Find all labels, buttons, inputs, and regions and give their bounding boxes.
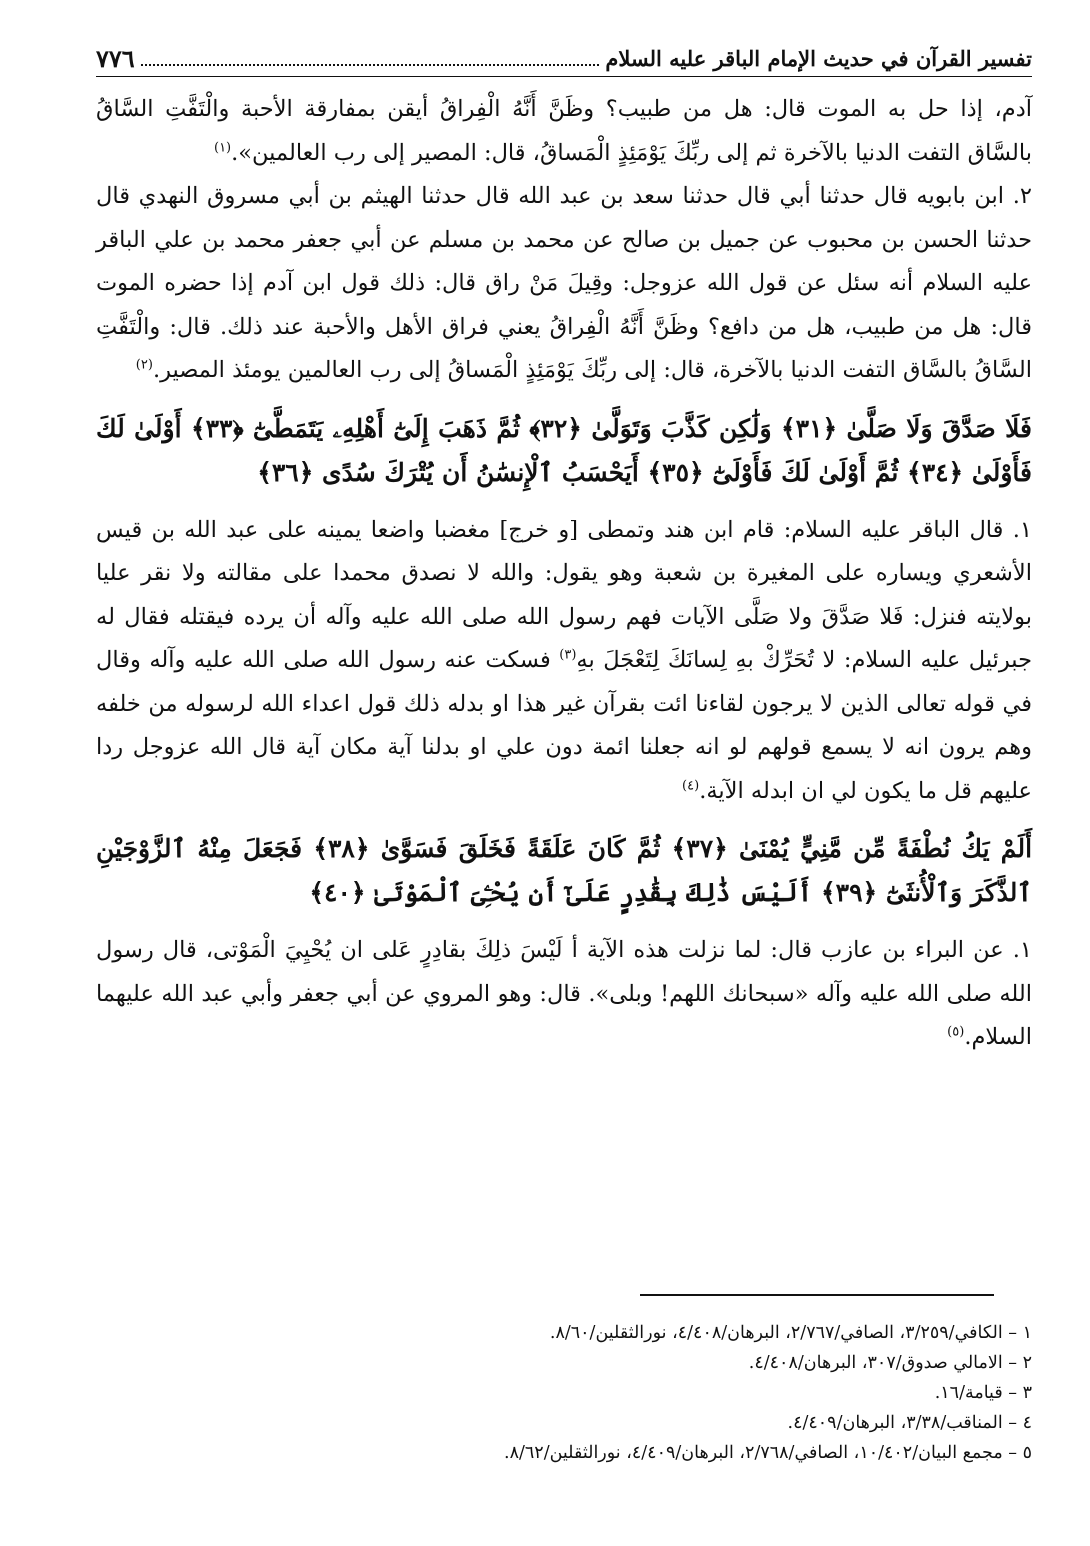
footnote-5: ٥ – مجمع البيان/١٠/٤٠٢، الصافي/٢/٧٦٨، البرهان/٤/٤٠٩، نورالثقلين/٨/٦٢. — [504, 1443, 1032, 1463]
footnote-3: ٣ – قيامة/١٦. — [934, 1383, 1032, 1403]
page-header — [96, 40, 1032, 77]
paragraph-1-text: آدم، إذا حل به الموت قال: هل من طبيب؟ وظَنَّ أَنَّهُ الْفِراقُ أيقن بمفارقة الأحبة والْتَفَّتِ السَّاقُ بالسَّاق التفت الدنيا بالآخرة ثم إلى ربِّكَ يَوْمَئِذٍ الْمَساقُ، قال: المصير إلى رب العالمين». — [96, 96, 1032, 166]
footnote-ref-4: (٤) — [682, 778, 700, 793]
paragraph-1 — [96, 88, 1032, 175]
paragraph-3-text: ١. قال الباقر عليه السلام: قام ابن هند وتمطى [و خرج] مغضبا واضعا يمينه على عبد الله بن قيس الأشعري ويساره على المغيرة بن شعبة وهو يقول: والله لا نصدق محمدا على مقالته ولا نقر عليا بولايته فنزل: فَلا صَدَّقَ ولا صَلَّى الآيات فهم رسول الله صلى الله عليه وآله أن يرده فيقتله فقال له جبرئيل عليه السلام: لا تُحَرِّكْ بهِ لِسانَكَ لِتَعْجَلَ بهِ — [96, 516, 1032, 673]
footnote-2: ٢ – الامالي صدوق/٣٠٧، البرهان/٤/٤٠٨. — [748, 1353, 1032, 1373]
footnote-separator — [640, 1294, 994, 1296]
paragraph-2 — [96, 175, 1032, 393]
main-text — [96, 88, 1032, 1060]
footnotes — [272, 1318, 1032, 1468]
paragraph-2-text: ٢. ابن بابويه قال حدثنا أبي قال حدثنا سعد بن عبد الله قال حدثنا الهيثم بن أبي مسروق النهدي قال حدثنا الحسن بن محبوب عن جميل بن صالح عن محمد بن مسلم عن أبي جعفر محمد بن علي الباقر عليه السلام أنه سئل عن قول الله عزوجل: وقِيلَ مَنْ راق قال: ذلك قول ابن آدم إذا حضره الموت قال: هل من طبيب، هل من دافع؟ وظَنَّ أَنَّهُ الْفِراقُ يعني فراق الأهل والأحبة عند ذلك. قال: والْتَفَّتِ السَّاقُ بالسَّاق التفت الدنيا بالآخرة، قال: إلى ربِّكَ يَوْمَئِذٍ الْمَساقُ إلى رب العالمين يومئذ المصير. — [96, 183, 1032, 383]
footnote-1: ١ – الكافي/٣/٢٥٩، الصافي/٢/٧٦٧، البرهان/٤/٤٠٨، نورالثقلين/٨/٦٠. — [549, 1323, 1032, 1343]
footnote-ref-3: (٣) — [559, 647, 577, 663]
footnote-ref-1: (١) — [213, 140, 232, 155]
page-number: ٧٧٦ — [96, 43, 135, 73]
paragraph-4 — [96, 929, 1032, 1060]
footnote-ref-2: (٢) — [135, 357, 153, 373]
paragraph-3-text-continued: فسكت عنه رسول الله صلى الله عليه وآله وقال في قوله تعالى الذين لا يرجون لقاءنا ائت بقرآن غير هذا او بدله ذلك قول اعداء الله لرسوله من خلفه وهم يرون انه لا يسمع قولهم لو انه جعلنا ائمة دون علي او بدلنا آية مكان آية قال الله عزوجل ردا عليهم قل ما يكون لي ان ابدله الآية. — [96, 647, 1032, 804]
footnote-4: ٤ – المناقب/٣/٣٨، البرهان/٤/٤٠٩. — [787, 1413, 1032, 1433]
paragraph-4-text: ١. عن البراء بن عازب قال: لما نزلت هذه الآية أ لَيْسَ ذلِكَ بقادِرٍ عَلى ان يُحْيِيَ الْمَوْتى، قال رسول الله صلى الله عليه وآله «سبحانك اللهم! وبلى». قال: وهو المروي عن أبي جعفر وأبي عبد الله عليهما السلام. — [96, 937, 1032, 1050]
quran-verses-37-40: أَلَمْ يَكُ نُطْفَةً مِّن مَّنِيٍّ يُمْنَىٰ ﴿٣٧﴾ ثُمَّ كَانَ عَلَقَةً فَخَلَقَ فَسَوَّىٰ ﴿٣٨﴾ فَجَعَلَ مِنْهُ ٱلزَّوْجَيْنِ ٱلذَّكَرَ وَٱلْأُنثَىٰٓ ﴿٣٩﴾ أَلَيْسَ ذَٰلِكَ بِقَٰدِرٍ عَلَىٰٓ أَن يُحْـِۧىَ ٱلْمَوْتَىٰ ﴿٤٠﴾ — [96, 834, 1033, 907]
header-dot-leader — [141, 50, 600, 66]
running-title: تفسير القرآن في حديث الإمام الباقر عليه السلام — [605, 45, 1032, 71]
paragraph-3 — [96, 509, 1032, 814]
footnote-ref-5: (٥) — [947, 1024, 965, 1040]
quran-verses-31-36: فَلَا صَدَّقَ وَلَا صَلَّىٰ ﴿٣١﴾ وَلَٰكِن كَذَّبَ وَتَوَلَّىٰ ﴿٣٢﴾ ثُمَّ ذَهَبَ إِلَىٰٓ أَهْلِهِۦ يَتَمَطَّىٰٓ ﴿٣٣﴾ أَوْلَىٰ لَكَ فَأَوْلَىٰ ﴿٣٤﴾ ثُمَّ أَوْلَىٰ لَكَ فَأَوْلَىٰٓ ﴿٣٥﴾ أَيَحْسَبُ ٱلْإِنسَٰنُ أَن يُتْرَكَ سُدًى ﴿٣٦﴾ — [96, 413, 1032, 487]
